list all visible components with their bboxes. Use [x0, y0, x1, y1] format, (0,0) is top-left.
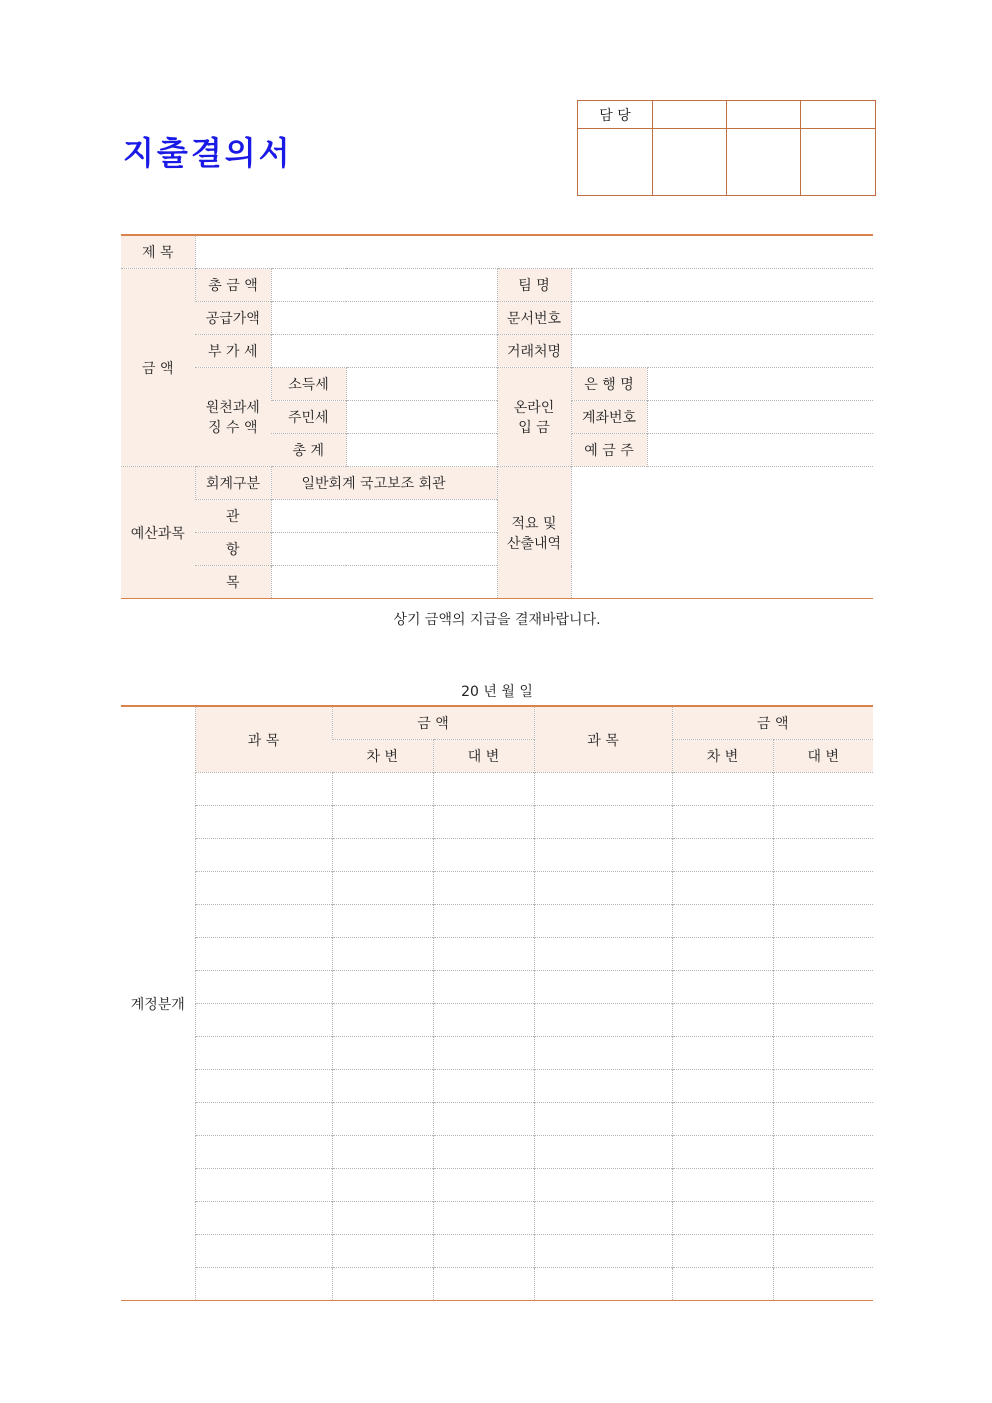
journal-cell[interactable]: [534, 938, 672, 971]
journal-cell[interactable]: [433, 1070, 534, 1103]
journal-cell[interactable]: [332, 872, 433, 905]
supply-amount-label: 공급가액: [195, 302, 271, 335]
gwan-field[interactable]: [271, 500, 497, 533]
journal-cell[interactable]: [195, 1070, 332, 1103]
journal-cell[interactable]: [332, 1169, 433, 1202]
remarks-field[interactable]: [571, 467, 873, 599]
team-label: 팀 명: [497, 269, 571, 302]
remarks-label-line2: 산출내역: [506, 535, 562, 552]
journal-row: [121, 872, 873, 905]
journal-cell[interactable]: [433, 1136, 534, 1169]
journal-cell[interactable]: [433, 971, 534, 1004]
subject-label: 제 목: [121, 235, 195, 269]
remarks-label: [497, 467, 571, 599]
journal-cell[interactable]: [332, 1004, 433, 1037]
tax-total-label: 총 계: [271, 434, 346, 467]
journal-cell[interactable]: [433, 1202, 534, 1235]
journal-cell[interactable]: [332, 1103, 433, 1136]
journal-cell[interactable]: [195, 1136, 332, 1169]
withholding-label: [195, 368, 271, 467]
journal-cell[interactable]: [433, 773, 534, 806]
journal-cell[interactable]: [672, 806, 773, 839]
journal-cell[interactable]: [433, 839, 534, 872]
journal-cell[interactable]: [672, 773, 773, 806]
journal-cell[interactable]: [195, 1169, 332, 1202]
journal-cell[interactable]: [773, 1136, 873, 1169]
withholding-label-line2: 징 수 액: [208, 420, 258, 436]
journal-cell[interactable]: [332, 839, 433, 872]
amount-label: 금 액: [121, 269, 195, 467]
approval-header-cell: [801, 101, 876, 129]
journal-row: [121, 1004, 873, 1037]
journal-cell[interactable]: [672, 905, 773, 938]
journal-cell[interactable]: [332, 938, 433, 971]
vat-field[interactable]: [271, 335, 497, 368]
total-amount-label: 총 금 액: [195, 269, 271, 302]
journal-cell[interactable]: [433, 1268, 534, 1301]
journal-cell[interactable]: [195, 839, 332, 872]
journal-cell[interactable]: [534, 1037, 672, 1070]
withholding-label-line1: 원천과세: [205, 400, 260, 416]
journal-cell[interactable]: [433, 938, 534, 971]
journal-cell[interactable]: [195, 1103, 332, 1136]
journal-cell[interactable]: [773, 1202, 873, 1235]
journal-cell[interactable]: [773, 839, 873, 872]
journal-cell[interactable]: [534, 1235, 672, 1268]
journal-cell[interactable]: [332, 806, 433, 839]
journal-cell[interactable]: [773, 806, 873, 839]
journal-cell[interactable]: [332, 1136, 433, 1169]
journal-row: [121, 1268, 873, 1301]
online-deposit-label: [497, 368, 571, 467]
journal-cell[interactable]: [195, 1268, 332, 1301]
journal-row: [121, 1136, 873, 1169]
journal-cell[interactable]: [332, 1037, 433, 1070]
journal-cell[interactable]: [773, 1235, 873, 1268]
journal-cell[interactable]: [773, 1169, 873, 1202]
approval-header-cell: [727, 101, 801, 129]
journal-cell[interactable]: [773, 773, 873, 806]
credit-header: 대 변: [433, 740, 534, 773]
journal-cell[interactable]: [195, 773, 332, 806]
journal-cell[interactable]: [672, 1202, 773, 1235]
amount-header: 금 액: [672, 706, 873, 740]
journal-row: [121, 1202, 873, 1235]
journal-row: [121, 938, 873, 971]
journal-cell[interactable]: [534, 905, 672, 938]
journal-cell[interactable]: [534, 971, 672, 1004]
bank-name-field[interactable]: [647, 368, 873, 401]
subject-header: 과 목: [534, 706, 672, 773]
journal-row: [121, 1037, 873, 1070]
journal-cell[interactable]: [773, 1037, 873, 1070]
journal-cell[interactable]: [672, 1235, 773, 1268]
debit-header: 차 변: [672, 740, 773, 773]
approval-box: [577, 100, 876, 196]
vat-label: 부 가 세: [195, 335, 271, 368]
amount-header: 금 액: [332, 706, 534, 740]
gwan-label: 관: [195, 500, 271, 533]
journal-cell[interactable]: [672, 1103, 773, 1136]
account-number-field[interactable]: [647, 401, 873, 434]
account-type-label: 회계구분: [195, 467, 271, 500]
account-type-options[interactable]: 일반회계 국고보조 회관: [271, 467, 497, 500]
journal-cell[interactable]: [332, 905, 433, 938]
journal-cell[interactable]: [332, 773, 433, 806]
online-label-line1: 온라인: [513, 400, 555, 416]
account-number-label: 계좌번호: [571, 401, 647, 434]
journal-cell[interactable]: [433, 905, 534, 938]
journal-cell[interactable]: [195, 971, 332, 1004]
credit-header: 대 변: [773, 740, 873, 773]
journal-cell[interactable]: [534, 773, 672, 806]
income-tax-field[interactable]: [346, 368, 497, 401]
journal-cell[interactable]: [195, 905, 332, 938]
mok-label: 목: [195, 566, 271, 599]
approval-sign-cell[interactable]: [578, 129, 653, 196]
journal-table: [121, 705, 873, 1301]
journal-cell[interactable]: [773, 905, 873, 938]
journal-row: [121, 773, 873, 806]
journal-cell[interactable]: [195, 1004, 332, 1037]
journal-cell[interactable]: [672, 872, 773, 905]
journal-cell[interactable]: [773, 1004, 873, 1037]
journal-cell[interactable]: [195, 1235, 332, 1268]
journal-cell[interactable]: [332, 1235, 433, 1268]
journal-cell[interactable]: [672, 1268, 773, 1301]
journal-cell[interactable]: [672, 1004, 773, 1037]
journal-cell[interactable]: [773, 1070, 873, 1103]
approval-header-cell: [653, 101, 727, 129]
journal-cell[interactable]: [433, 1169, 534, 1202]
supply-amount-field[interactable]: [271, 302, 497, 335]
journal-cell[interactable]: [195, 806, 332, 839]
journal-cell[interactable]: [433, 806, 534, 839]
journal-row: [121, 806, 873, 839]
resident-tax-label: 주민세: [271, 401, 346, 434]
remarks-label-line1: 적요 및: [511, 515, 557, 532]
journal-row: [121, 839, 873, 872]
journal-cell[interactable]: [672, 839, 773, 872]
approval-notice: 상기 금액의 지급을 결재바랍니다.: [393, 612, 601, 628]
hang-field[interactable]: [271, 533, 497, 566]
journal-cell[interactable]: [672, 1070, 773, 1103]
journal-cell[interactable]: [195, 1037, 332, 1070]
resident-tax-field[interactable]: [346, 401, 497, 434]
journal-cell[interactable]: [534, 1202, 672, 1235]
expense-form: [121, 234, 873, 599]
doc-number-field[interactable]: [571, 302, 873, 335]
bank-name-label: 은 행 명: [571, 368, 647, 401]
journal-cell[interactable]: [332, 1070, 433, 1103]
journal-cell[interactable]: [534, 872, 672, 905]
journal-cell[interactable]: [773, 872, 873, 905]
hang-label: 항: [195, 533, 271, 566]
journal-cell[interactable]: [534, 1136, 672, 1169]
vendor-field[interactable]: [571, 335, 873, 368]
journal-cell[interactable]: [332, 1268, 433, 1301]
approval-sign-cell[interactable]: [801, 129, 876, 196]
subject-header: 과 목: [195, 706, 332, 773]
journal-side-label: 계정분개: [121, 706, 195, 1301]
journal-cell[interactable]: [534, 1103, 672, 1136]
journal-cell[interactable]: [534, 839, 672, 872]
approval-header: 담 당: [578, 101, 653, 129]
journal-cell[interactable]: [332, 971, 433, 1004]
tax-total-field[interactable]: [346, 434, 497, 467]
journal-cell[interactable]: [534, 1268, 672, 1301]
journal-cell[interactable]: [332, 1202, 433, 1235]
debit-header: 차 변: [332, 740, 433, 773]
journal-cell[interactable]: [672, 938, 773, 971]
income-tax-label: 소득세: [271, 368, 346, 401]
journal-cell[interactable]: [195, 1202, 332, 1235]
journal-cell[interactable]: [433, 1235, 534, 1268]
approval-sign-cell[interactable]: [727, 129, 801, 196]
total-amount-field[interactable]: [271, 269, 497, 302]
journal-cell[interactable]: [672, 1136, 773, 1169]
journal-cell[interactable]: [773, 1268, 873, 1301]
journal-row: [121, 1103, 873, 1136]
approval-sign-cell[interactable]: [653, 129, 727, 196]
journal-cell[interactable]: [534, 1169, 672, 1202]
journal-cell[interactable]: [534, 1070, 672, 1103]
journal-cell[interactable]: [534, 806, 672, 839]
vendor-label: 거래처명: [497, 335, 571, 368]
journal-cell[interactable]: [773, 938, 873, 971]
doc-number-label: 문서번호: [497, 302, 571, 335]
journal-cell[interactable]: [195, 872, 332, 905]
subject-field[interactable]: [195, 235, 873, 269]
journal-cell[interactable]: [195, 938, 332, 971]
journal-cell[interactable]: [534, 1004, 672, 1037]
journal-cell[interactable]: [773, 971, 873, 1004]
journal-row: [121, 1169, 873, 1202]
journal-row: [121, 905, 873, 938]
online-label-line2: 입 금: [518, 420, 550, 436]
date-line: 20 년 월 일: [461, 684, 533, 700]
mok-field[interactable]: [271, 566, 497, 599]
journal-cell[interactable]: [433, 1037, 534, 1070]
journal-cell[interactable]: [433, 872, 534, 905]
budget-item-label: 예산과목: [121, 467, 195, 599]
page-title: 지출결의서: [123, 134, 293, 172]
journal-cell[interactable]: [433, 1103, 534, 1136]
account-holder-field[interactable]: [647, 434, 873, 467]
journal-cell[interactable]: [672, 1037, 773, 1070]
team-field[interactable]: [571, 269, 873, 302]
account-holder-label: 예 금 주: [571, 434, 647, 467]
journal-row: [121, 971, 873, 1004]
journal-cell[interactable]: [672, 971, 773, 1004]
journal-cell[interactable]: [672, 1169, 773, 1202]
journal-row: [121, 1235, 873, 1268]
journal-row: [121, 1070, 873, 1103]
journal-cell[interactable]: [433, 1004, 534, 1037]
journal-cell[interactable]: [773, 1103, 873, 1136]
